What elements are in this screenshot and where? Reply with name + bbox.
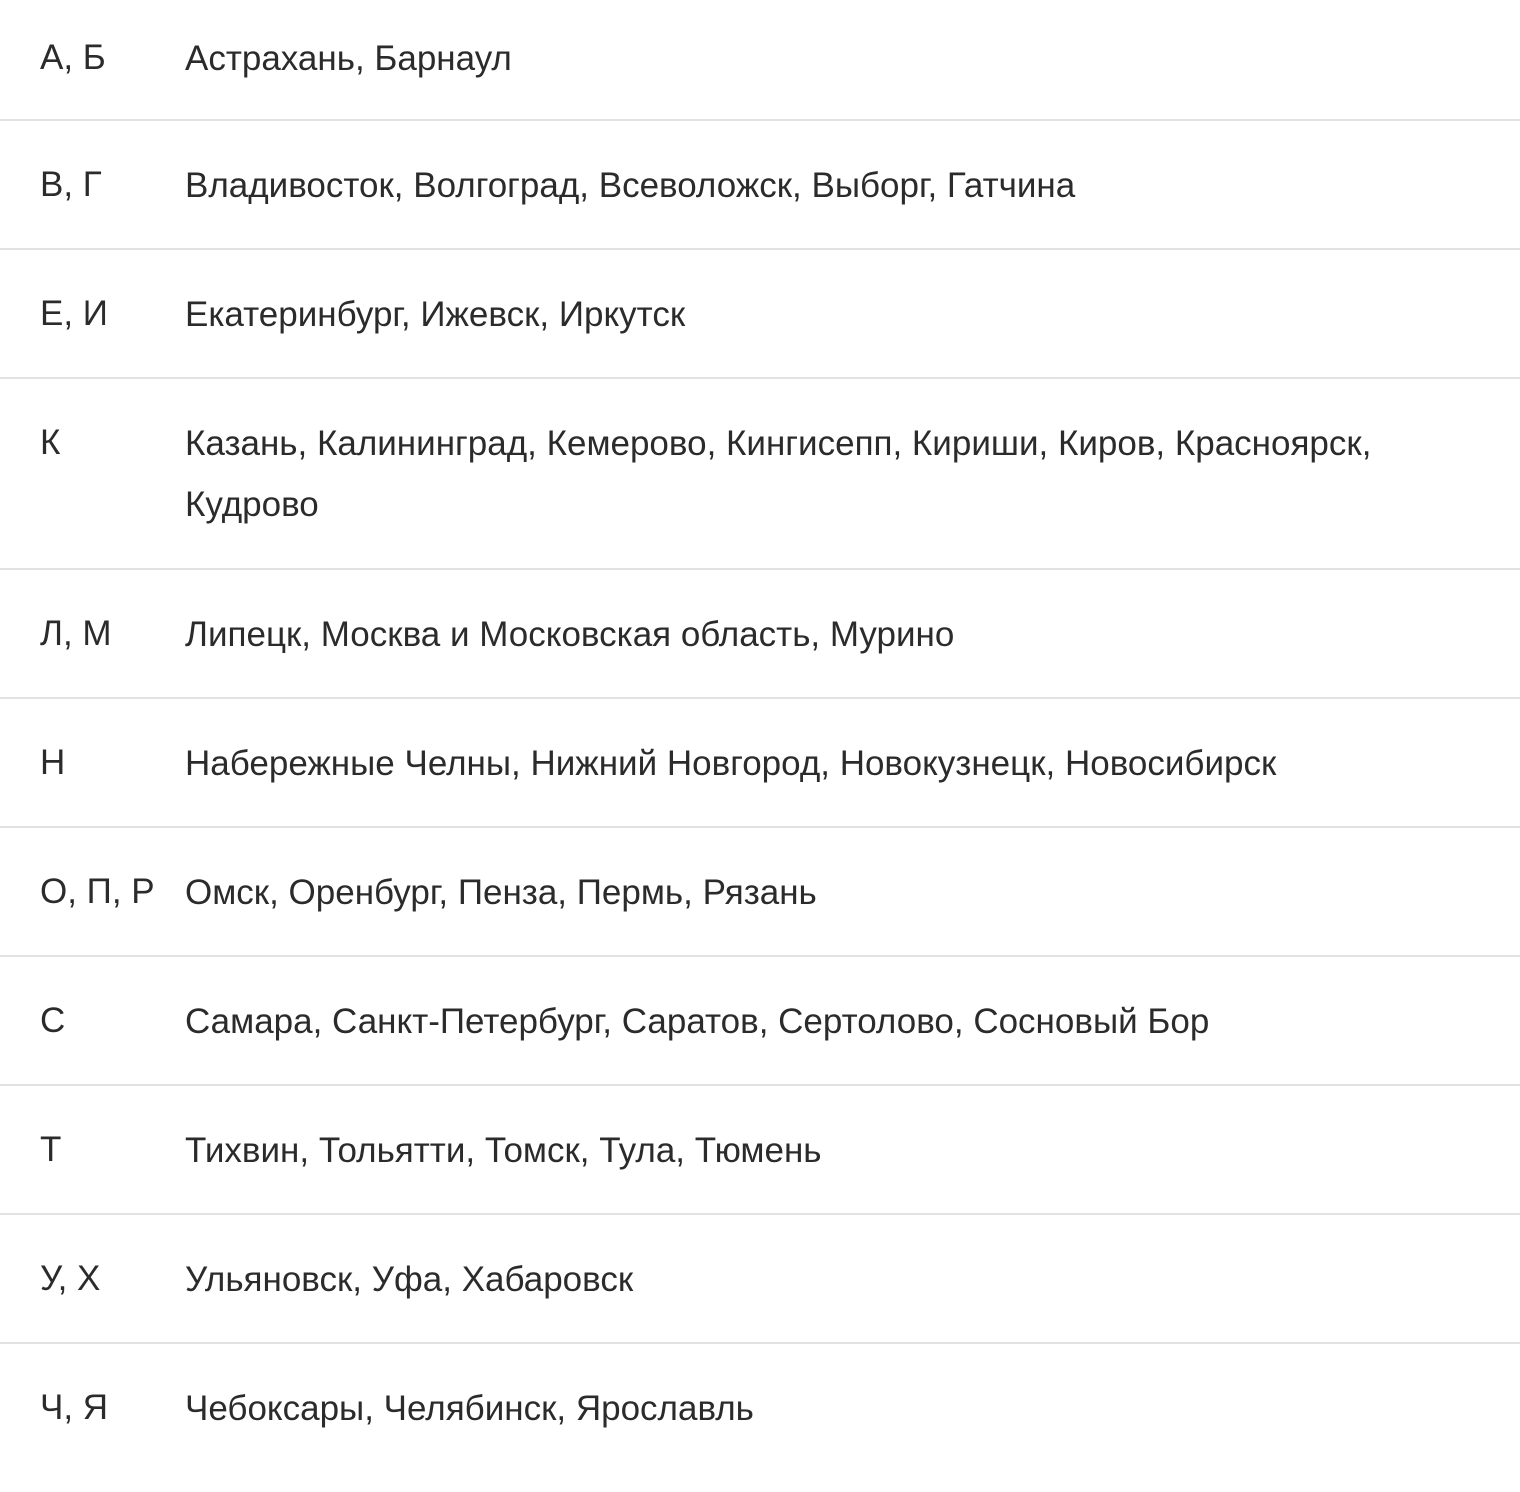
row-letters: К bbox=[40, 423, 61, 462]
row-cities: Владивосток, Волгоград, Всеволожск, Выборг, Гатчина bbox=[185, 166, 1076, 205]
table-row bbox=[0, 1344, 1520, 1474]
row-cities: Екатеринбург, Ижевск, Иркутск bbox=[185, 295, 686, 334]
table-row bbox=[0, 0, 1520, 121]
row-letters: Ч, Я bbox=[40, 1388, 109, 1427]
table-row bbox=[0, 570, 1520, 699]
table-row bbox=[0, 1086, 1520, 1215]
table-row bbox=[0, 250, 1520, 379]
row-letters: Н bbox=[40, 743, 66, 782]
row-letters: А, Б bbox=[40, 38, 106, 77]
row-cities: Ульяновск, Уфа, Хабаровск bbox=[185, 1260, 634, 1299]
table-row bbox=[0, 699, 1520, 828]
row-letters: Л, М bbox=[40, 614, 112, 653]
row-letters: С bbox=[40, 1001, 66, 1040]
row-letters: Т bbox=[40, 1130, 62, 1169]
row-cities: Казань, Калининград, Кемерово, Кингисепп, Кириши, Киров, Красноярск, Кудрово bbox=[185, 424, 1372, 524]
row-cities: Астрахань, Барнаул bbox=[185, 39, 512, 78]
table-row bbox=[0, 379, 1520, 570]
row-cities: Чебоксары, Челябинск, Ярославль bbox=[185, 1389, 754, 1428]
table-row bbox=[0, 828, 1520, 957]
row-letters: В, Г bbox=[40, 165, 102, 204]
row-cities: Тихвин, Тольятти, Томск, Тула, Тюмень bbox=[185, 1131, 822, 1170]
row-letters: О, П, Р bbox=[40, 872, 155, 911]
row-letters: У, Х bbox=[40, 1259, 101, 1298]
row-cities: Самара, Санкт-Петербург, Саратов, Сертолово, Сосновый Бор bbox=[185, 1002, 1210, 1041]
table-row bbox=[0, 957, 1520, 1086]
table-row bbox=[0, 1215, 1520, 1344]
row-cities: Липецк, Москва и Московская область, Мурино bbox=[185, 615, 955, 654]
row-cities: Омск, Оренбург, Пенза, Пермь, Рязань bbox=[185, 873, 817, 912]
row-letters: Е, И bbox=[40, 294, 108, 333]
row-cities: Набережные Челны, Нижний Новгород, Новокузнецк, Новосибирск bbox=[185, 744, 1277, 783]
table-row bbox=[0, 121, 1520, 250]
